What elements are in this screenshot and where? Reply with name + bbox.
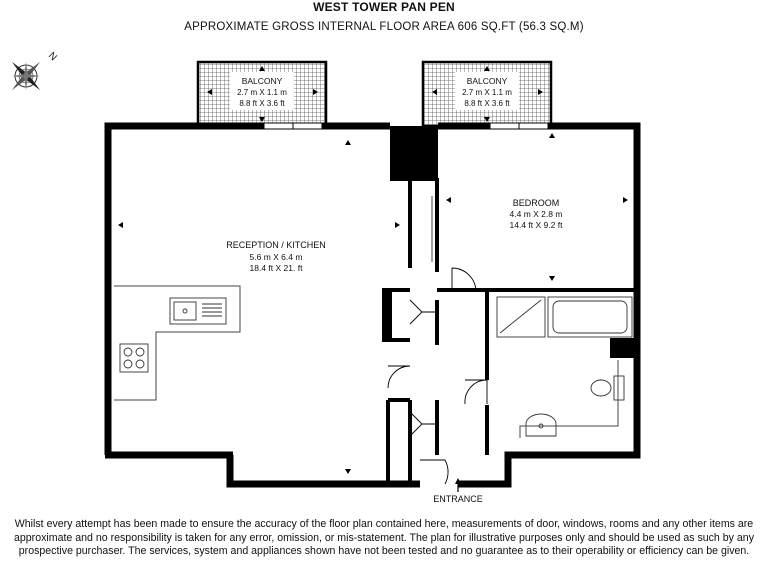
floor-area-subtitle: APPROXIMATE GROSS INTERNAL FLOOR AREA 606 SQ.FT (56.3 SQ.M) — [184, 21, 584, 33]
balcony-left-imperial: 8.8 ft X 3.6 ft — [239, 99, 285, 108]
balcony-right-name: BALCONY — [466, 76, 508, 86]
structural-column — [390, 126, 438, 181]
toilet-icon — [591, 376, 624, 400]
reception-metric: 5.6 m X 6.4 m — [249, 252, 303, 262]
disclaimer-text: Whilst every attempt has been made to ensure the accuracy of the floor plan contained here, measurements of door, windows, rooms and any other items are approximate and no responsibility is taken for any error, omission, or mis-statement. The plan for illustrative purposes only and should be used as such by any prospective purchaser. The services, system and appliances shown have not been tested and no guarantee as to their operability or efficiency can be given. — [14, 518, 754, 558]
sink-icon — [170, 298, 226, 324]
compass-icon — [0, 48, 54, 105]
bedroom-name: BEDROOM — [512, 198, 560, 208]
balcony-right-metric: 2.7 m X 1.1 m — [462, 88, 512, 97]
hob-icon — [120, 344, 148, 372]
balcony-left-metric: 2.7 m X 1.1 m — [237, 88, 287, 97]
entrance-label: ENTRANCE — [433, 494, 483, 504]
compass-north-label: N — [45, 50, 59, 64]
exterior-walls — [108, 126, 637, 484]
bedroom-metric: 4.4 m X 2.8 m — [509, 209, 563, 219]
reception-imperial: 18.4 ft X 21. ft — [249, 263, 303, 273]
balcony-right-imperial: 8.8 ft X 3.6 ft — [464, 99, 510, 108]
bath-icon — [548, 297, 632, 337]
shower-icon — [497, 297, 545, 337]
kitchen-counter — [114, 286, 240, 400]
balcony-left-name: BALCONY — [241, 76, 283, 86]
reception-name: RECEPTION / KITCHEN — [226, 240, 326, 250]
bedroom-imperial: 14.4 ft X 9.2 ft — [509, 220, 563, 230]
basin-icon — [526, 414, 556, 436]
plan-title: WEST TOWER PAN PEN — [313, 0, 455, 14]
